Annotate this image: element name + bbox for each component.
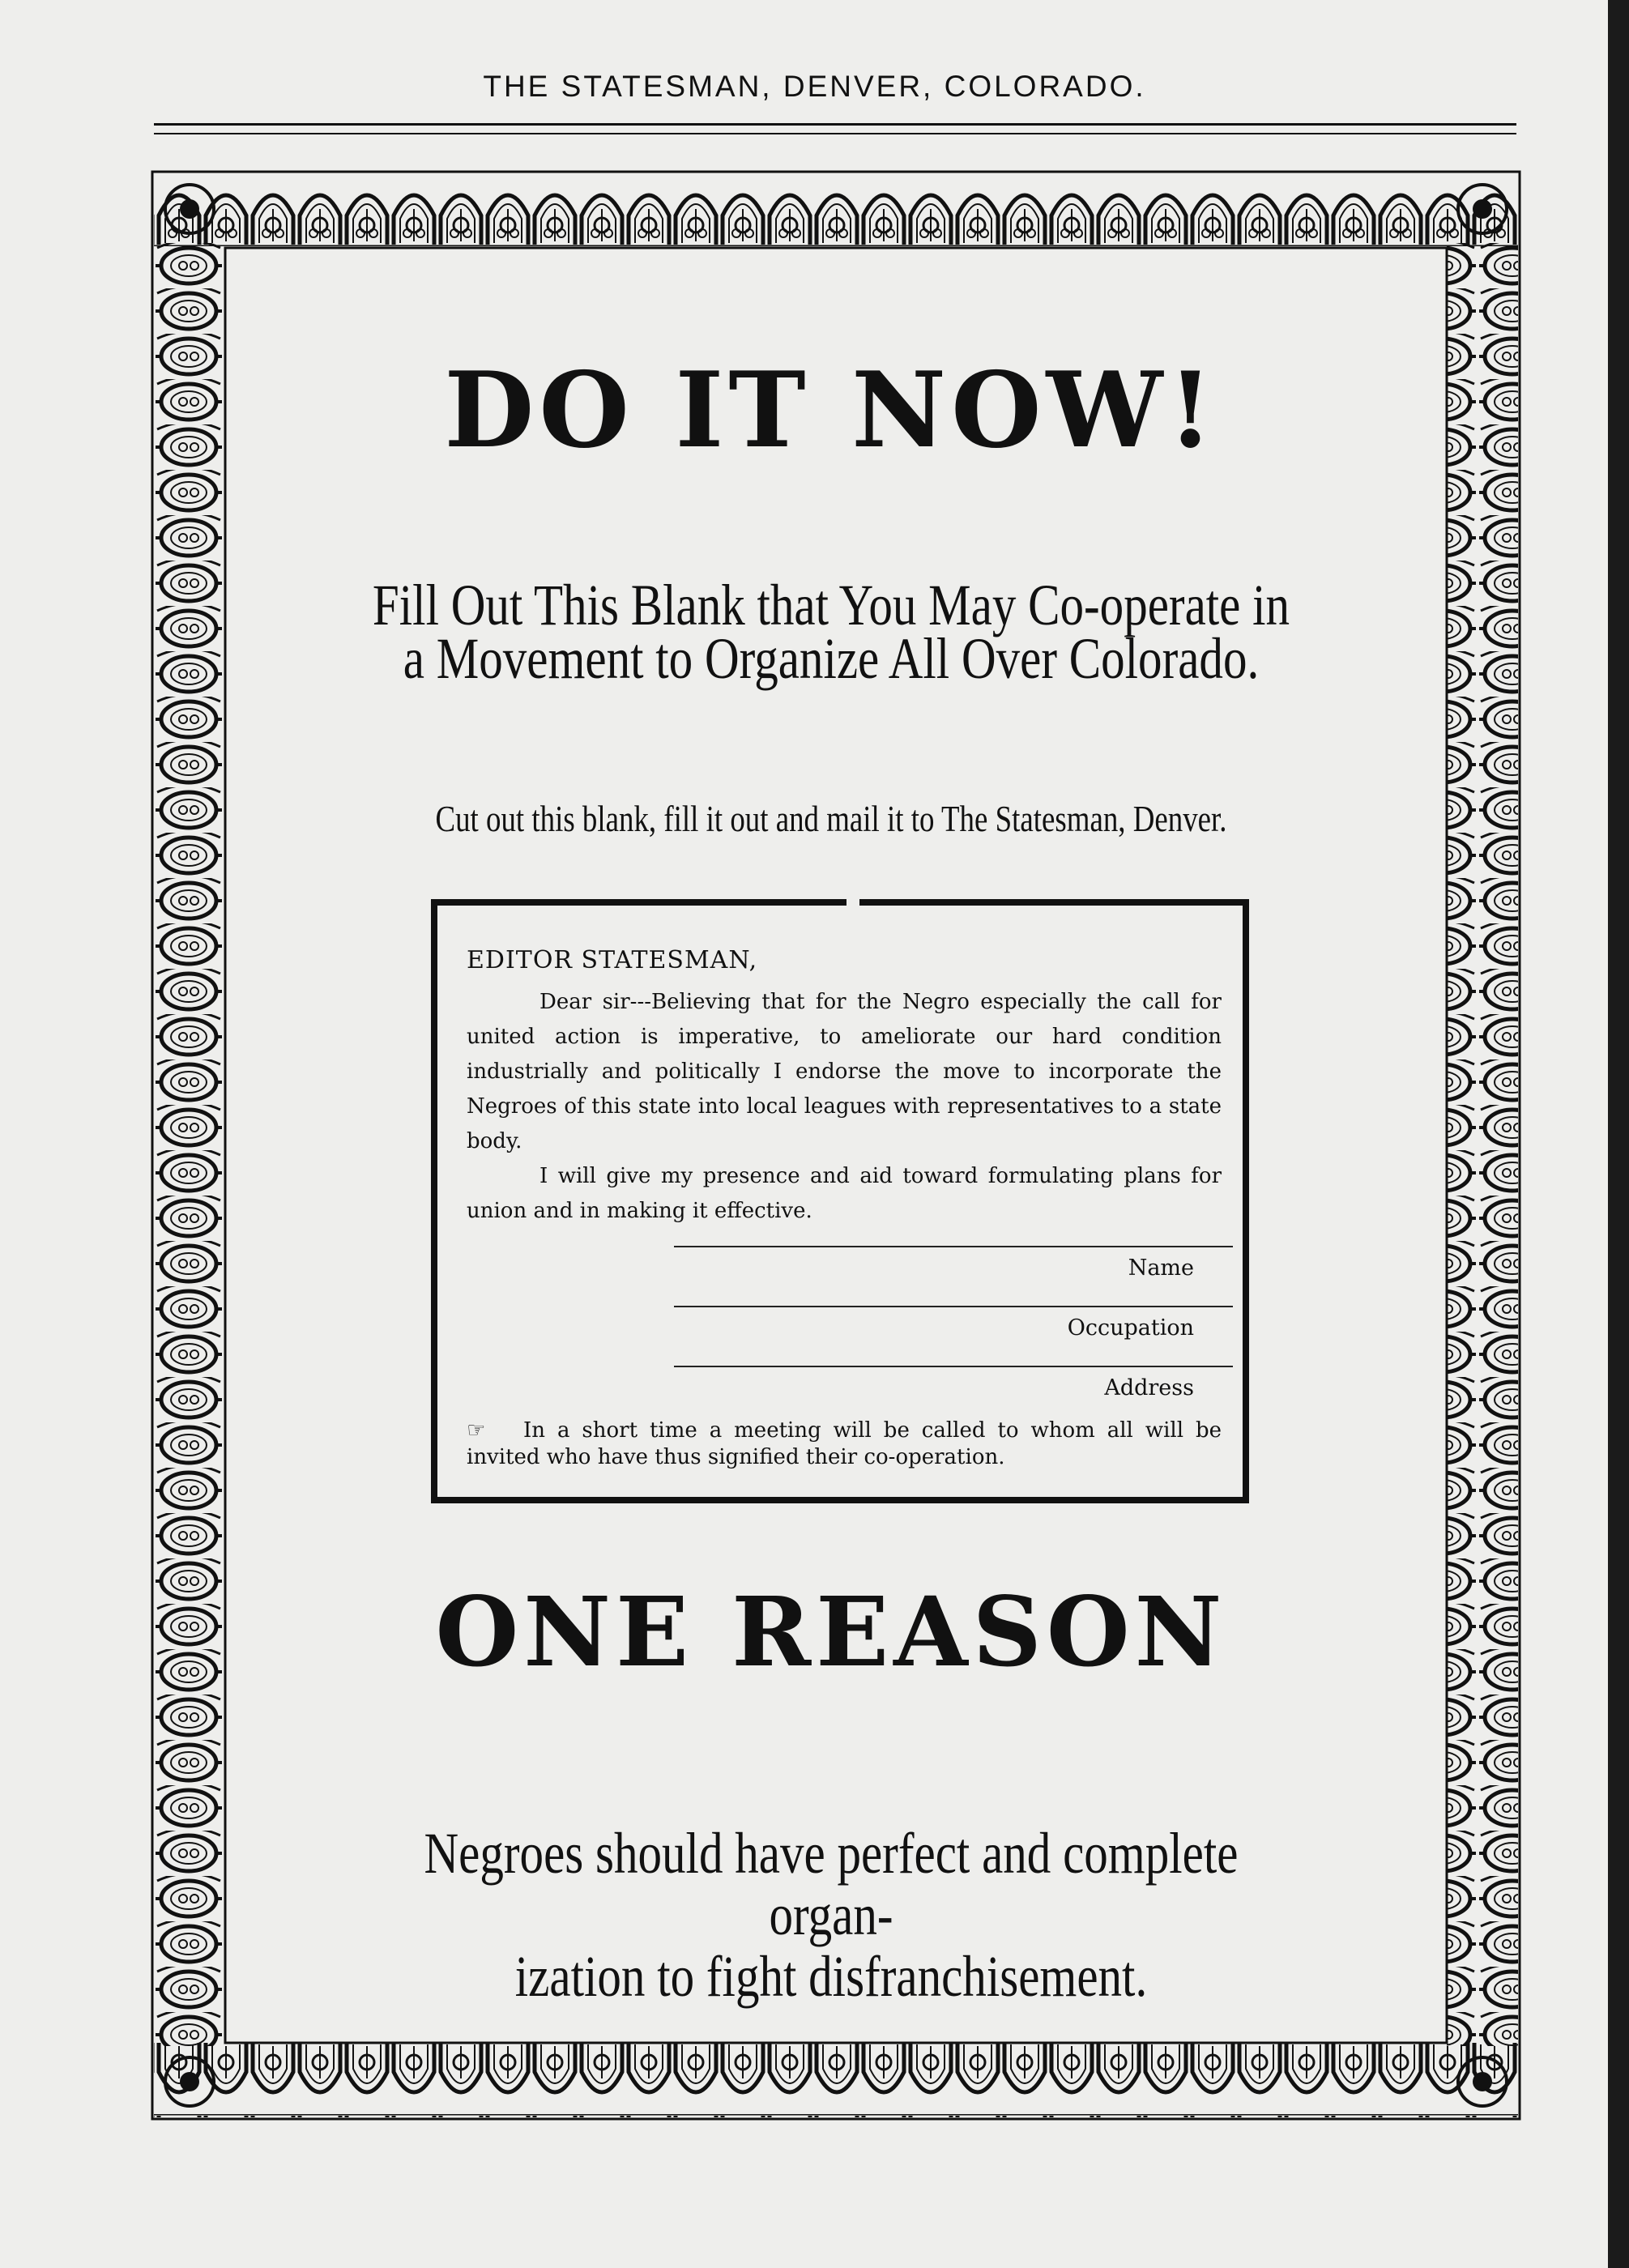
pointing-hand-icon: ☞ xyxy=(467,1418,486,1443)
reason-line-1: Negroes should have perfect and complete organ- xyxy=(424,1821,1239,1947)
subheadline-line-1: Fill Out This Blank that You May Co-operate in xyxy=(372,573,1290,637)
occupation-label: Occupation xyxy=(1067,1315,1194,1341)
form-paragraph-1: Dear sir---Believing that for the Negro especially the call for united action is imperative, to ameliorate our hard condition industrially and politically I endorse the move to incorporate the Negroes of this state into local leagues with representatives to a state body. xyxy=(467,990,1222,1153)
form-footnote xyxy=(467,1418,1222,1471)
name-field[interactable] xyxy=(674,1246,1233,1247)
reason-line-2: ization to fight disfranchisement. xyxy=(514,1944,1148,2009)
masthead: THE STATESMAN, DENVER, COLORADO. xyxy=(483,70,1146,103)
one-reason-headline: ONE REASON xyxy=(435,1575,1227,1688)
occupation-field[interactable] xyxy=(674,1306,1233,1307)
form-paragraph-2: I will give my presence and aid toward formulating plans for union and in making it effective. xyxy=(467,1164,1222,1223)
mail-instruction: Cut out this blank, fill it out and mail it to The Statesman, Denver. xyxy=(435,799,1227,839)
name-label: Name xyxy=(1128,1256,1194,1281)
subheadline xyxy=(369,573,1293,691)
form-salutation: EDITOR STATESMAN, xyxy=(467,946,758,974)
address-label: Address xyxy=(1104,1375,1194,1400)
do-it-now-headline: DO IT NOW! xyxy=(444,350,1218,471)
address-field[interactable] xyxy=(674,1366,1233,1367)
footnote-text: In a short time a meeting will be called to whom all will be invited who have thus signified their co-operation. xyxy=(467,1418,1222,1469)
reason-text xyxy=(369,1823,1293,2007)
subheadline-line-2: a Movement to Organize All Over Colorado. xyxy=(403,626,1260,691)
coupon-form[interactable] xyxy=(431,899,1249,1503)
form-body xyxy=(467,985,1222,1229)
page-edge xyxy=(1608,0,1629,2268)
